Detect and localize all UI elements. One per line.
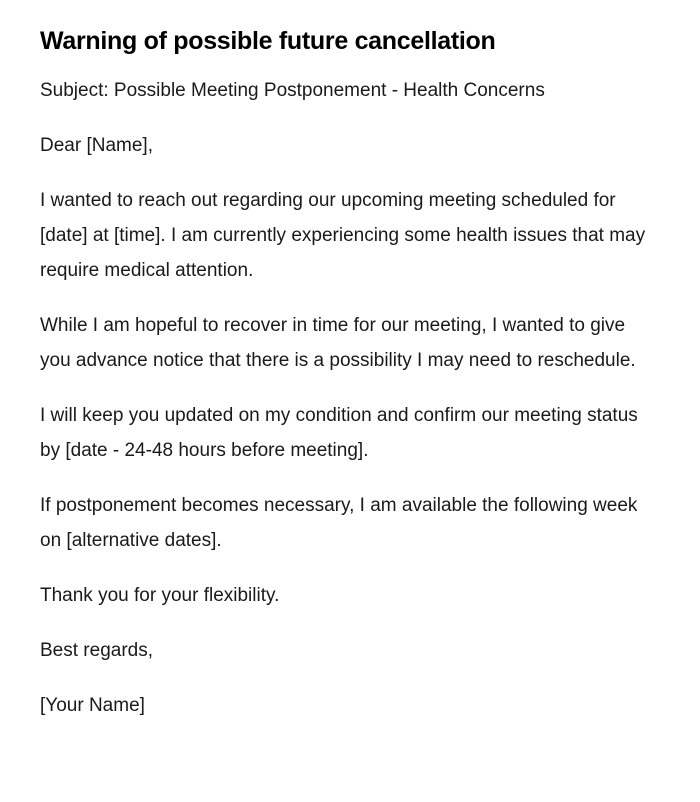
body-paragraph-2: While I am hopeful to recover in time for our meeting, I wanted to give you advance notice that there is a possibility I may need to reschedule. bbox=[40, 315, 636, 371]
page-title: Warning of possible future cancellation bbox=[40, 27, 496, 55]
signature: [Your Name] bbox=[40, 695, 145, 716]
closing: Best regards, bbox=[40, 640, 153, 661]
body-paragraph-3: I will keep you updated on my condition and confirm our meeting status by [date - 24-48 hours before meeting]. bbox=[40, 405, 638, 461]
greeting: Dear [Name], bbox=[40, 135, 153, 156]
body-paragraph-1: I wanted to reach out regarding our upcoming meeting scheduled for [date] at [time]. I am currently experiencing some health issues that may require medical attention. bbox=[40, 190, 646, 281]
body-paragraph-4: If postponement becomes necessary, I am available the following week on [alternative dates]. bbox=[40, 495, 638, 551]
subject-line: Subject: Possible Meeting Postponement - Health Concerns bbox=[40, 80, 545, 101]
body-paragraph-5: Thank you for your flexibility. bbox=[40, 585, 280, 606]
